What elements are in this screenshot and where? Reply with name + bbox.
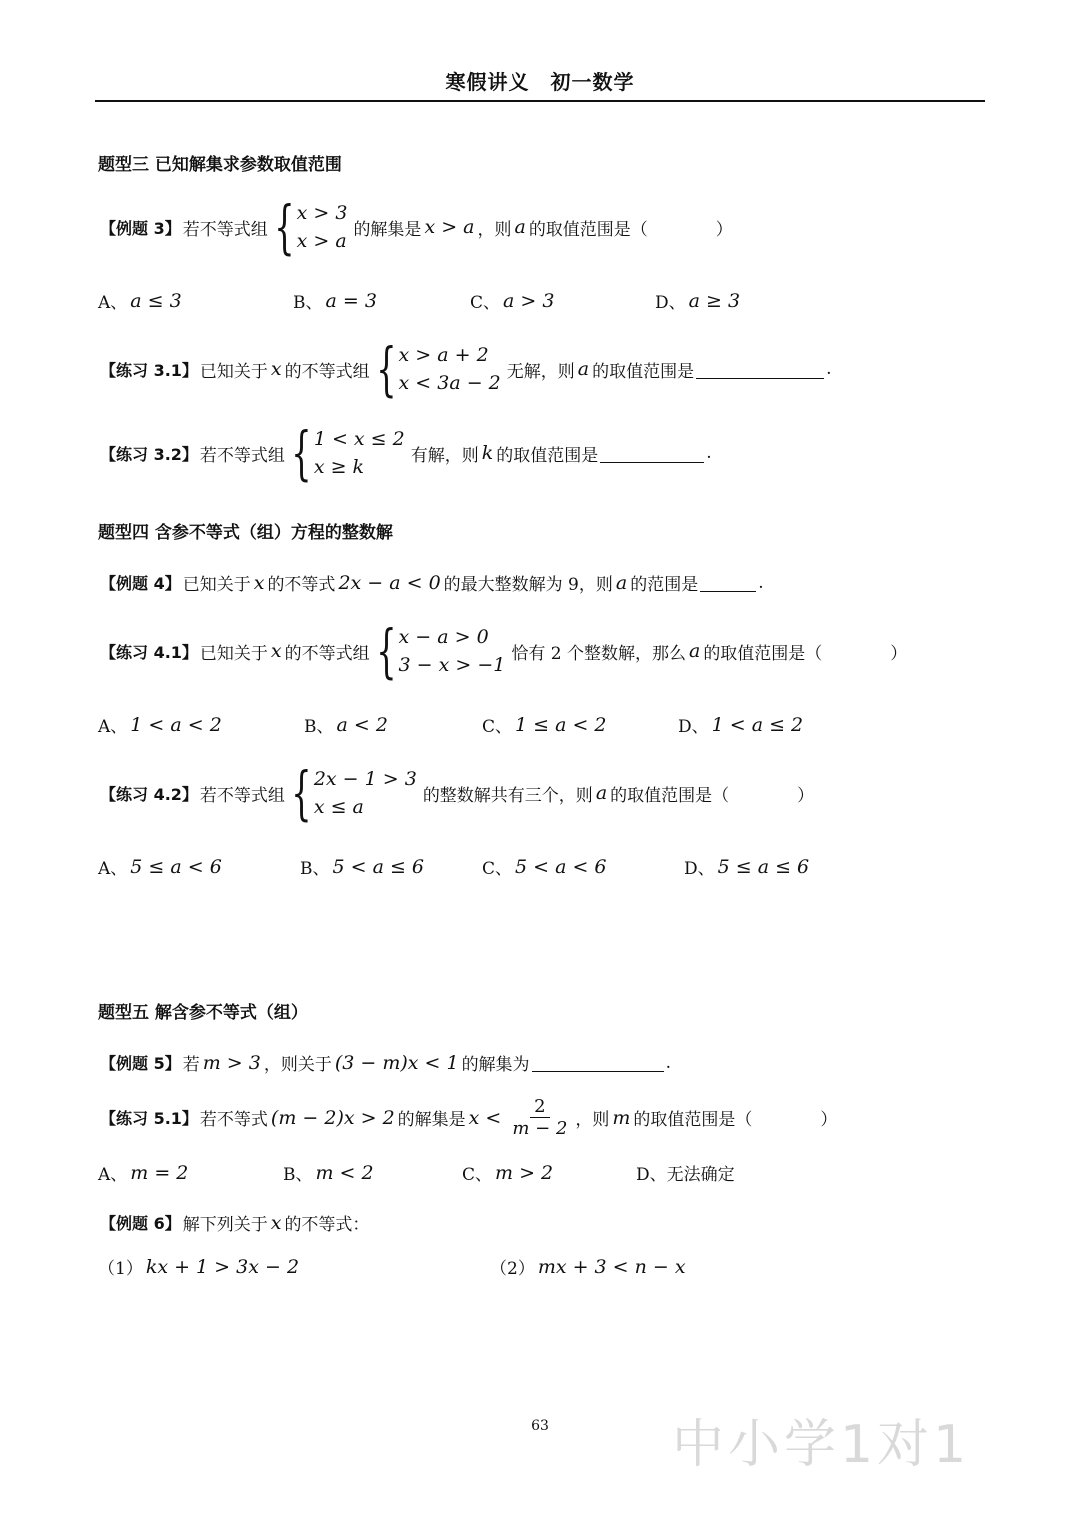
part-expr: mx + 3 < n − x [537, 1255, 686, 1278]
example-3-tag: 【例题 3】 [100, 218, 181, 238]
example-3-system [272, 193, 348, 261]
option-a[interactable] [98, 854, 225, 879]
period: . [706, 443, 712, 463]
period: . [758, 572, 764, 593]
answer-blank[interactable] [696, 360, 824, 379]
practice-5-1-text-2: 的解集是 [397, 1110, 466, 1130]
section-5-title: 题型五 解含参不等式（组） [98, 1003, 308, 1023]
system-row-2: x < 3a − 2 [398, 372, 501, 394]
option-expr: 无法确定 [666, 1165, 735, 1185]
practice-4-2-tag: 【练习 4.2】 [100, 784, 198, 804]
option-c[interactable] [482, 854, 610, 879]
example-4-tag: 【例题 4】 [100, 574, 181, 593]
brace-icon: { [291, 759, 312, 827]
watermark: 中小学1对1 [672, 1415, 971, 1475]
example-5-text-2: ，则关于 [263, 1055, 332, 1075]
practice-3-1-math-2: a [577, 358, 590, 380]
option-expr: m = 2 [130, 1161, 189, 1184]
example-4-text-2: 的不等式 [267, 575, 336, 595]
example-5-math-1: m > 3 [202, 1051, 261, 1074]
example-3-math-2: a [514, 216, 526, 238]
fraction-numerator: 2 [530, 1096, 549, 1118]
option-label: C、 [482, 859, 513, 879]
option-expr: 1 ≤ a < 2 [515, 713, 607, 736]
period: . [665, 1052, 671, 1073]
answer-blank[interactable] [700, 573, 756, 592]
example-6-tag: 【例题 6】 [100, 1214, 181, 1233]
practice-4-2-text-2: 的整数解共有三个，则 [422, 785, 593, 806]
option-label: A、 [98, 293, 128, 313]
option-d[interactable] [678, 712, 806, 737]
part-expr: kx + 1 > 3x − 2 [145, 1255, 300, 1278]
option-expr: m > 2 [495, 1161, 554, 1184]
practice-4-1-text-4: 的取值范围是（ ） [703, 643, 908, 664]
practice-4-1-math-1: x [270, 640, 282, 662]
option-b[interactable] [300, 854, 427, 879]
practice-5-1-text-3: ，则 [575, 1110, 610, 1130]
option-b[interactable] [283, 1160, 377, 1185]
practice-4-1-text-1: 已知关于 [199, 643, 268, 664]
system-row-1: 1 < x ≤ 2 [313, 428, 405, 450]
section-3-title: 题型三 已知解集求参数取值范围 [98, 155, 342, 175]
brace-icon: { [291, 419, 312, 487]
brace-icon: { [375, 617, 397, 685]
example-6-text-1: 解下列关于 [182, 1215, 268, 1235]
option-expr: m < 2 [315, 1161, 374, 1184]
practice-3-1-text-1: 已知关于 [199, 361, 268, 382]
option-expr: a > 3 [503, 289, 555, 312]
practice-5-1-text-1: 若不等式 [199, 1110, 268, 1130]
option-b[interactable] [293, 288, 380, 313]
option-b[interactable] [304, 712, 391, 737]
example-3-text-3: ，则 [477, 219, 512, 240]
system-row-2: 3 − x > −1 [398, 654, 506, 676]
option-label: D、 [655, 293, 686, 313]
example-6 [100, 1210, 369, 1235]
option-label: C、 [482, 717, 513, 737]
practice-5-1-text-4: 的取值范围是（ ） [633, 1110, 838, 1130]
part-label: （2） [490, 1259, 535, 1279]
page-header-title: 寒假讲义 初一数学 [445, 70, 635, 94]
system-row-1: x − a > 0 [398, 626, 489, 648]
option-c[interactable] [470, 288, 557, 313]
option-expr: a ≤ 3 [130, 289, 182, 312]
practice-3-1-text-2: 的不等式组 [284, 361, 370, 382]
system-row-2: x ≥ k [313, 456, 365, 478]
practice-5-1-math-3: m [612, 1106, 631, 1129]
practice-5-1-tag: 【练习 5.1】 [100, 1109, 198, 1128]
option-expr: a = 3 [325, 289, 377, 312]
practice-3-1-text-4: 的取值范围是 [592, 361, 695, 382]
option-expr: 5 < a < 6 [515, 855, 607, 878]
system-row-1: x > 3 [296, 202, 348, 224]
practice-3-1-system [374, 335, 501, 403]
option-label: A、 [98, 859, 128, 879]
option-c[interactable] [462, 1160, 556, 1185]
option-label: C、 [462, 1165, 493, 1185]
answer-blank[interactable] [532, 1053, 664, 1072]
practice-4-1 [100, 617, 908, 685]
option-label: D、 [678, 717, 709, 737]
practice-4-1-tag: 【练习 4.1】 [100, 642, 198, 662]
practice-3-2-tag: 【练习 3.2】 [100, 444, 198, 464]
practice-4-1-system [374, 617, 506, 685]
example-3 [100, 193, 733, 261]
example-5-text-1: 若 [182, 1055, 200, 1075]
option-d[interactable] [655, 288, 743, 313]
example-3-math-1: x > a [424, 216, 475, 238]
option-a[interactable] [98, 1160, 191, 1185]
fraction-denominator: m − 2 [512, 1118, 568, 1139]
option-expr: 5 ≤ a < 6 [130, 855, 222, 878]
practice-3-2 [100, 419, 712, 487]
section-4-title: 题型四 含参不等式（组）方程的整数解 [98, 523, 393, 543]
page-number: 63 [531, 1418, 549, 1434]
example-3-text-2: 的解集是 [353, 219, 422, 240]
option-label: C、 [470, 293, 501, 313]
practice-5-1 [100, 1096, 837, 1139]
system-row-2: x ≤ a [313, 796, 364, 818]
answer-blank[interactable] [600, 444, 704, 463]
brace-icon: { [375, 335, 397, 403]
practice-3-1 [100, 335, 832, 403]
example-6-math-1: x [270, 1211, 282, 1234]
system-row-1: x > a + 2 [398, 344, 489, 366]
option-label: D、 [684, 859, 715, 879]
practice-3-1-math-1: x [270, 358, 282, 380]
example-4-text-4: 的范围是 [630, 575, 699, 595]
option-expr: 5 < a ≤ 6 [332, 855, 425, 878]
practice-3-2-text-3: 的取值范围是 [496, 445, 599, 466]
example-4 [100, 570, 764, 595]
practice-4-2-text-3: 的取值范围是（ ） [610, 785, 815, 806]
example-3-text-4: 的取值范围是（ ） [528, 219, 733, 240]
example-4-math-2: 2x − a < 0 [338, 571, 441, 594]
period: . [826, 359, 832, 379]
option-expr: 5 ≤ a ≤ 6 [717, 855, 810, 878]
practice-5-1-math-1: (m − 2)x > 2 [270, 1106, 395, 1129]
example-4-text-3: 的最大整数解为 9，则 [443, 575, 613, 595]
option-c[interactable] [482, 712, 610, 737]
option-label: A、 [98, 1165, 128, 1185]
example-5-tag: 【例题 5】 [100, 1054, 181, 1073]
example-6-part-2 [490, 1254, 689, 1279]
practice-4-1-text-3: 恰有 2 个整数解，那么 [511, 643, 686, 664]
example-4-math-1: x [253, 571, 265, 594]
practice-4-2-system [289, 759, 417, 827]
option-label: B、 [300, 859, 330, 879]
example-4-text-1: 已知关于 [182, 575, 251, 595]
part-label: （1） [98, 1259, 143, 1279]
practice-3-2-text-1: 若不等式组 [199, 445, 285, 466]
practice-4-1-text-2: 的不等式组 [284, 643, 370, 664]
example-6-text-2: 的不等式： [284, 1215, 370, 1235]
practice-3-2-math-1: k [481, 442, 494, 464]
practice-3-1-text-3: 无解，则 [506, 361, 575, 382]
example-5-text-3: 的解集为 [461, 1055, 530, 1075]
fraction [508, 1096, 571, 1139]
example-3-text-1: 若不等式组 [182, 219, 268, 240]
option-a[interactable] [98, 288, 185, 313]
option-label: B、 [304, 717, 334, 737]
practice-3-2-system [289, 419, 405, 487]
option-d[interactable] [684, 854, 812, 879]
example-5 [100, 1050, 671, 1075]
option-expr: a ≥ 3 [688, 289, 741, 312]
example-4-math-3: a [615, 571, 628, 594]
header-divider [95, 100, 985, 102]
system-row-1: 2x − 1 > 3 [313, 768, 417, 790]
option-a[interactable] [98, 712, 225, 737]
practice-4-2 [100, 759, 815, 827]
practice-4-2-text-1: 若不等式组 [199, 785, 285, 806]
option-expr: 1 < a < 2 [130, 713, 222, 736]
practice-4-2-math-1: a [595, 782, 608, 804]
brace-icon: { [274, 193, 295, 261]
example-6-part-1 [98, 1254, 302, 1279]
practice-4-1-math-2: a [688, 640, 701, 662]
option-label: B、 [283, 1165, 313, 1185]
option-label: D、 [636, 1165, 667, 1185]
example-5-math-2: (3 − m)x < 1 [334, 1051, 459, 1074]
option-label: A、 [98, 717, 128, 737]
practice-3-1-tag: 【练习 3.1】 [100, 360, 198, 380]
option-label: B、 [293, 293, 323, 313]
option-expr: 1 < a ≤ 2 [711, 713, 804, 736]
practice-5-1-math-2: x < [468, 1106, 502, 1129]
option-d[interactable] [636, 1160, 735, 1185]
system-row-2: x > a [296, 230, 347, 252]
practice-3-2-text-2: 有解，则 [410, 445, 479, 466]
option-expr: a < 2 [336, 713, 388, 736]
